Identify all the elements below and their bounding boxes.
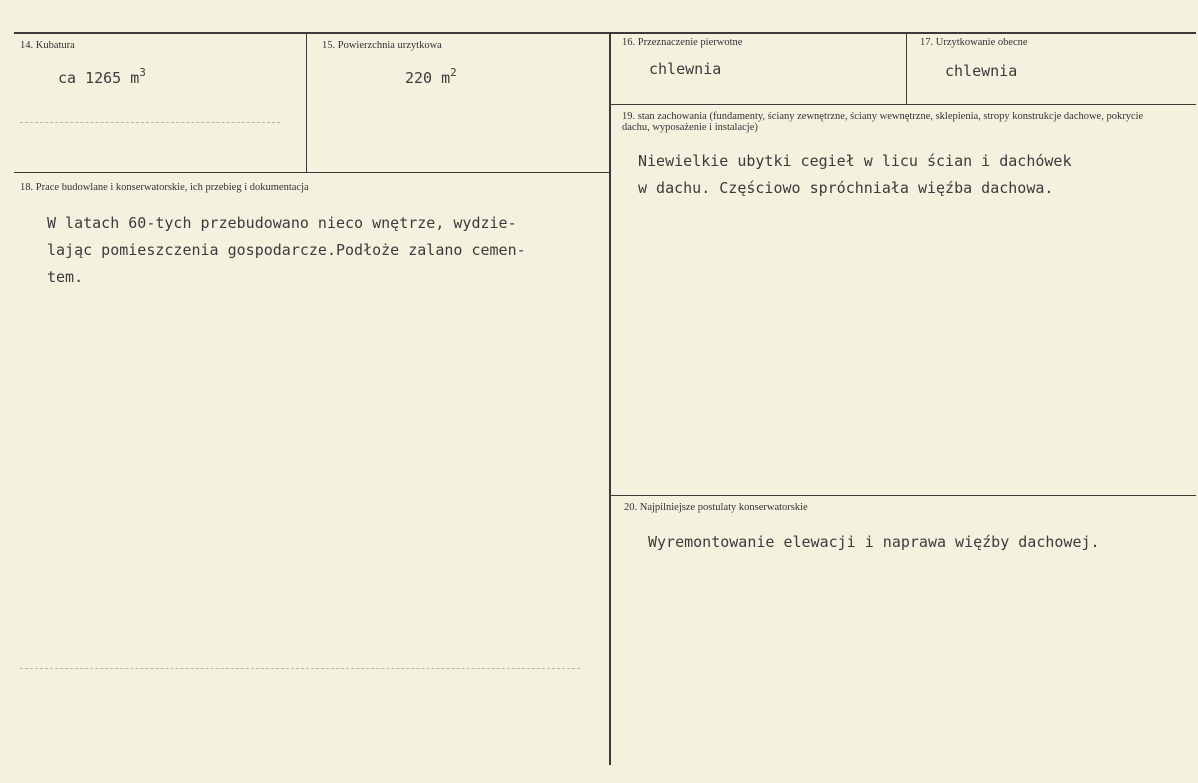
kubatura-value-main: ca 1265 m	[58, 69, 140, 87]
kubatura-value	[58, 66, 146, 87]
powierzchnia-value-exponent: 2	[450, 66, 457, 79]
powierzchnia-label: 15. Powierzchnia urzytkowa	[322, 40, 442, 51]
stan-label: 19. stan zachowania (fundamenty, ściany zewnętrzne, ściany wewnętrzne, sklepienia, stropy konstrukcje dachowe, pokrycie dachu, wyposażenie i instalacje)	[622, 111, 1144, 133]
przeznaczenie-label: 16. Przeznaczenie pierwotne	[622, 37, 743, 48]
divider-main	[609, 33, 611, 765]
divider-14-15	[306, 33, 307, 173]
divider-row1-left	[14, 172, 610, 173]
postulaty-value: Wyremontowanie elewacji i naprawa więźby dachowej.	[648, 533, 1100, 551]
powierzchnia-value	[405, 66, 457, 87]
prace-label: 18. Prace budowlane i konserwatorskie, ich przebieg i dokumentacja	[20, 182, 309, 193]
kubatura-value-exponent: 3	[139, 66, 146, 79]
przeznaczenie-value: chlewnia	[649, 60, 722, 78]
uzytkowanie-value: chlewnia	[945, 62, 1018, 80]
divider-19-20	[611, 495, 1196, 496]
uzytkowanie-label: 17. Urzytkowanie obecne	[920, 37, 1028, 48]
divider-row1-right	[611, 104, 1196, 105]
postulaty-label: 20. Najpilniejsze postulaty konserwatorskie	[624, 502, 808, 513]
prace-value: W latach 60-tych przebudowano nieco wnętrze, wydzie- lając pomieszczenia gospodarcze.Podłoże zalano cemen- tem.	[47, 214, 526, 286]
divider-16-17	[906, 33, 907, 105]
guide-line	[20, 122, 280, 123]
kubatura-label: 14. Kubatura	[20, 40, 75, 51]
stan-value: Niewielkie ubytki cegieł w licu ścian i dachówek w dachu. Częściowo spróchniała więźba dachowa.	[638, 152, 1072, 197]
top-border	[14, 32, 1196, 34]
guide-line	[20, 668, 580, 669]
powierzchnia-value-main: 220 m	[405, 69, 451, 87]
